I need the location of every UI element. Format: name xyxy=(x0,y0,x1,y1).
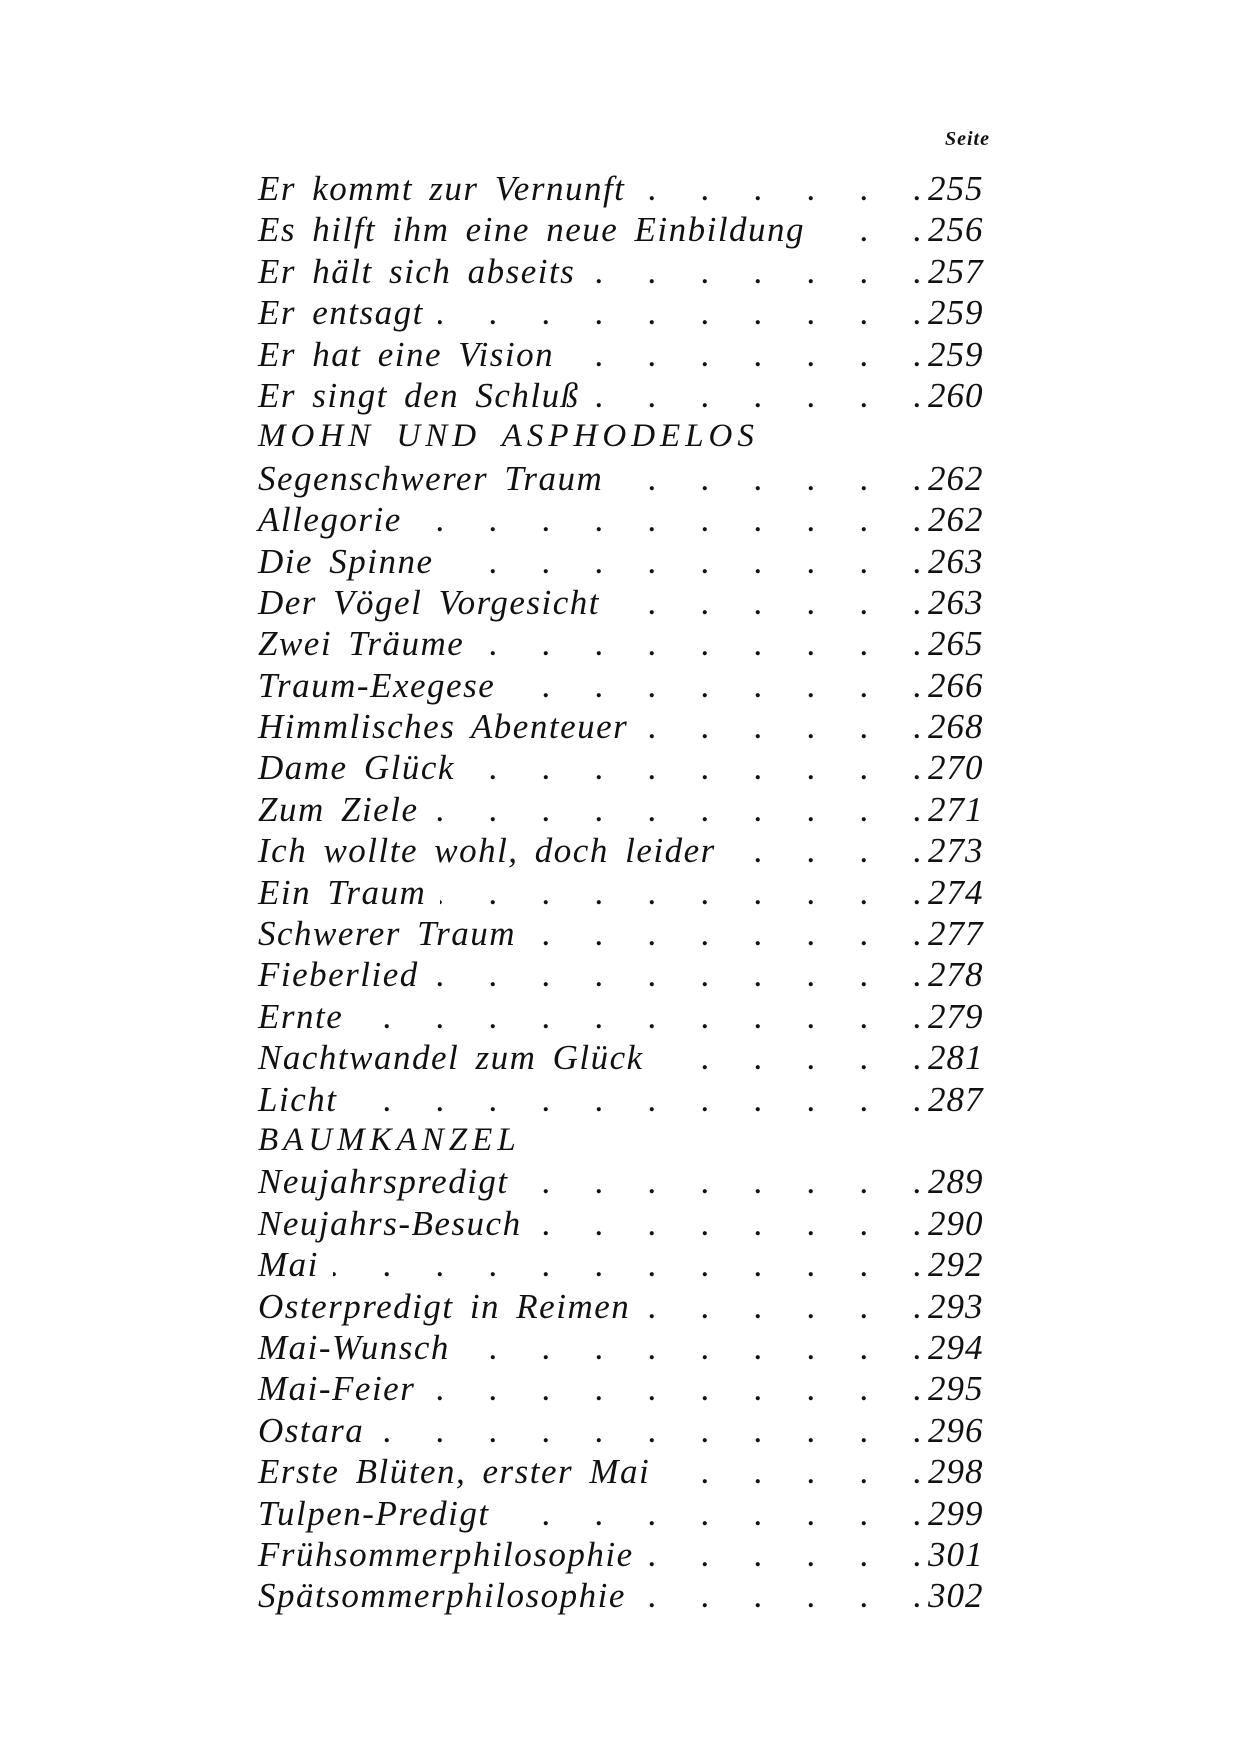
toc-entry-title: Licht xyxy=(258,1079,338,1119)
toc-entry-title: Er hat eine Vision xyxy=(258,334,555,374)
dot-leader xyxy=(639,168,922,209)
toc-entry-page: 298 xyxy=(928,1452,984,1492)
toc-entry xyxy=(258,1037,990,1078)
toc-entry xyxy=(258,747,990,788)
dot-leader xyxy=(378,1410,922,1451)
toc-entry-title: Mai-Feier xyxy=(258,1369,416,1409)
toc-entry xyxy=(258,913,990,954)
toc-entry xyxy=(258,1493,990,1534)
toc-entry xyxy=(258,375,990,416)
dot-leader xyxy=(351,1079,922,1120)
toc-entry-page: 274 xyxy=(928,872,984,912)
toc-entry-title: Nachtwandel zum Glück xyxy=(258,1038,644,1078)
toc-entry xyxy=(258,1161,990,1202)
dot-leader xyxy=(440,872,922,913)
toc-entry-title: Schwerer Traum xyxy=(258,914,517,954)
section-heading-baumkanzel: BAUMKANZEL xyxy=(258,1121,521,1158)
toc-entry-page: 287 xyxy=(928,1079,984,1119)
toc-entry-page: 289 xyxy=(928,1162,984,1202)
toc-entry-page: 294 xyxy=(928,1327,984,1367)
toc-entry xyxy=(258,830,990,871)
dot-leader xyxy=(568,334,922,375)
dot-leader xyxy=(617,458,922,499)
toc-entry-page: 262 xyxy=(928,458,984,498)
toc-entry xyxy=(258,582,990,623)
toc-entry-page: 259 xyxy=(928,293,984,333)
dot-leader xyxy=(504,1493,922,1534)
toc-entry-title: Himmlisches Abenteuer xyxy=(258,707,629,747)
toc-entry-title: Er hält sich abseits xyxy=(258,251,576,291)
toc-entry-page: 296 xyxy=(928,1410,984,1450)
toc-entry xyxy=(258,168,990,209)
toc-entry xyxy=(258,1451,990,1492)
dot-leader xyxy=(523,1161,922,1202)
toc-entry xyxy=(258,334,990,375)
toc-entry-page: 265 xyxy=(928,624,984,664)
toc-entry xyxy=(258,458,990,499)
toc-entry-page: 273 xyxy=(928,831,984,871)
toc-entry-title: Ich wollte wohl, doch leider xyxy=(258,831,716,871)
toc-entry xyxy=(258,1244,990,1285)
toc-entry-page: 256 xyxy=(928,210,984,250)
toc-entry-page: 270 xyxy=(928,748,984,788)
toc-entry-title: Spätsommerphilosophie xyxy=(258,1576,626,1616)
toc-entry xyxy=(258,706,990,747)
dot-leader xyxy=(644,1286,922,1327)
table-of-contents xyxy=(258,168,990,1617)
toc-entry-title: Es hilft ihm eine neue Einbildung xyxy=(258,210,806,250)
toc-entry-page: 263 xyxy=(928,541,984,581)
dot-leader xyxy=(509,665,922,706)
section-heading-mohn-und-asphodelos: MOHN UND ASPHODELOS xyxy=(258,418,759,455)
dot-leader xyxy=(429,1368,922,1409)
dot-leader xyxy=(664,1451,922,1492)
toc-entry-title: Er singt den Schluß xyxy=(258,375,580,415)
toc-entry xyxy=(258,1410,990,1451)
toc-entry-page: 290 xyxy=(928,1203,984,1243)
page-column-label: Seite xyxy=(945,128,990,150)
dot-leader xyxy=(614,582,922,623)
toc-entry-title: Zum Ziele xyxy=(258,789,419,829)
toc-entry-page: 299 xyxy=(928,1493,984,1533)
toc-entry-page: 260 xyxy=(928,375,984,415)
dot-leader xyxy=(416,499,922,540)
toc-entry-page: 259 xyxy=(928,334,984,374)
dot-leader xyxy=(642,706,922,747)
toc-entry xyxy=(258,541,990,582)
toc-entry-page: 257 xyxy=(928,251,984,291)
dot-leader xyxy=(594,375,922,416)
toc-entry xyxy=(258,623,990,664)
toc-entry-page: 266 xyxy=(928,665,984,705)
toc-entry-title: Er kommt zur Vernunft xyxy=(258,169,626,208)
toc-entry xyxy=(258,209,990,250)
toc-entry-title: Mai-Wunsch xyxy=(258,1327,450,1367)
toc-entry xyxy=(258,665,990,706)
toc-entry-page: 281 xyxy=(928,1038,984,1078)
toc-entry-title: Frühsommerphilosophie xyxy=(258,1534,634,1574)
toc-entry-page: 292 xyxy=(928,1245,984,1285)
toc-entry-title: Dame Glück xyxy=(258,748,455,788)
toc-entry-title: Zwei Träume xyxy=(258,624,465,664)
toc-entry-title: Er entsagt xyxy=(258,293,424,333)
toc-entry-title: Osterpredigt in Reimen xyxy=(258,1286,631,1326)
toc-entry-title: Neujahrspredigt xyxy=(258,1162,509,1202)
dot-leader xyxy=(478,623,922,664)
dot-leader xyxy=(730,830,922,871)
dot-leader xyxy=(333,1244,922,1285)
dot-leader xyxy=(648,1534,922,1575)
toc-entry xyxy=(258,789,990,830)
dot-leader xyxy=(658,1037,922,1078)
toc-entry xyxy=(258,996,990,1037)
toc-entry xyxy=(258,251,990,292)
dot-leader xyxy=(432,789,922,830)
toc-entry-page: 302 xyxy=(928,1576,984,1616)
toc-entry xyxy=(258,1203,990,1244)
dot-leader xyxy=(357,996,922,1037)
toc-entry-title: Mai xyxy=(258,1245,319,1285)
toc-entry xyxy=(258,1534,990,1575)
toc-entry-title: Ostara xyxy=(258,1410,365,1450)
toc-entry xyxy=(258,292,990,333)
dot-leader xyxy=(433,954,922,995)
toc-entry-title: Der Vögel Vorgesicht xyxy=(258,582,601,622)
dot-leader xyxy=(469,747,922,788)
toc-entry-page: 268 xyxy=(928,707,984,747)
toc-entry-page: 293 xyxy=(928,1286,984,1326)
dot-leader xyxy=(589,251,922,292)
toc-entry xyxy=(258,1079,990,1120)
toc-entry xyxy=(258,499,990,540)
toc-entry-page: 255 xyxy=(928,169,984,208)
toc-entry-title: Erste Blüten, erster Mai xyxy=(258,1452,651,1492)
dot-leader xyxy=(438,292,922,333)
toc-entry xyxy=(258,1368,990,1409)
toc-entry xyxy=(258,1575,990,1616)
toc-entry-page: 279 xyxy=(928,996,984,1036)
toc-entry-page: 271 xyxy=(928,789,984,829)
dot-leader xyxy=(640,1575,922,1616)
toc-entry-title: Fieberlied xyxy=(258,955,419,995)
toc-entry xyxy=(258,1286,990,1327)
toc-entry-page: 278 xyxy=(928,955,984,995)
toc-entry-title: Ein Traum xyxy=(258,872,427,912)
dot-leader xyxy=(530,913,922,954)
toc-entry-title: Die Spinne xyxy=(258,541,434,581)
dot-leader xyxy=(464,1327,922,1368)
toc-entry-title: Allegorie xyxy=(258,500,402,540)
toc-entry-title: Ernte xyxy=(258,996,344,1036)
toc-entry-title: Tulpen-Predigt xyxy=(258,1493,490,1533)
dot-leader xyxy=(819,209,922,250)
toc-entry-title: Neujahrs-Besuch xyxy=(258,1203,522,1243)
toc-entry xyxy=(258,954,990,995)
dot-leader xyxy=(536,1203,922,1244)
toc-entry xyxy=(258,872,990,913)
toc-entry xyxy=(258,1327,990,1368)
toc-entry-title: Traum-Exegese xyxy=(258,665,496,705)
toc-entry-page: 295 xyxy=(928,1369,984,1409)
dot-leader xyxy=(448,541,922,582)
toc-entry-page: 263 xyxy=(928,582,984,622)
toc-entry-page: 277 xyxy=(928,914,984,954)
toc-entry-page: 301 xyxy=(928,1534,984,1574)
toc-entry-title: Segenschwerer Traum xyxy=(258,458,604,498)
toc-entry-page: 262 xyxy=(928,500,984,540)
